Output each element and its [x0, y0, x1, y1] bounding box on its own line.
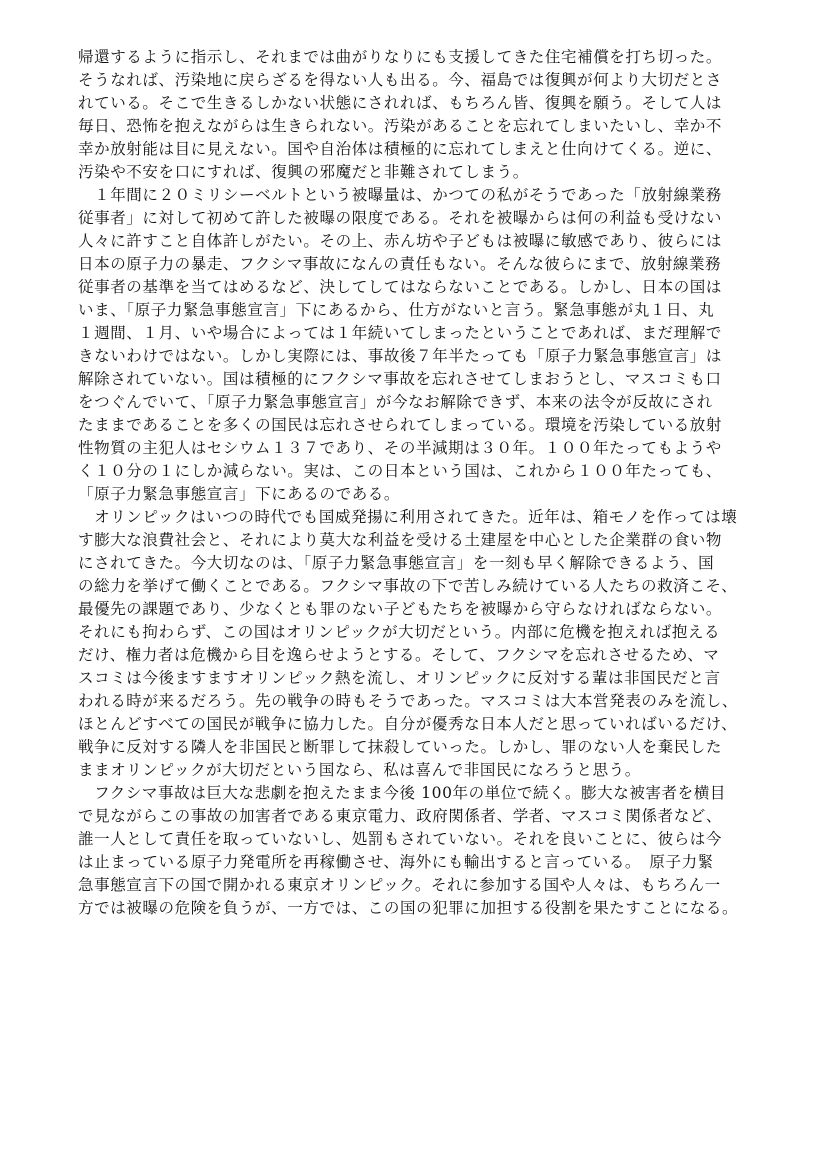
text-line: 従事者の基準を当てはめるなど、決してしてはならないことである。しかし、日本の国は — [78, 278, 723, 296]
text-line: で見ながらこの事故の加害者である東京電力、政府関係者、学者、マスコミ関係者など、 — [78, 807, 723, 825]
text-line: いま、「原子力緊急事態宣言」下にあるから、仕方がないと言う。緊急事態が丸１日、丸 — [78, 301, 715, 319]
text-line: は止まっている原子力発電所を再稼働させ、海外にも輸出すると言っている。 原子力緊 — [78, 853, 714, 871]
text-line: をつぐんでいて、「原子力緊急事態宣言」が今なお解除できず、本来の法令が反故にされ — [78, 393, 713, 411]
text-line: 従事者」に対して初めて許した被曝の限度である。それを被曝からは何の利益も受けない — [78, 209, 723, 227]
text-line: れている。そこで生きるしかない状態にされれば、もちろん皆、復興を願う。そして人は — [78, 94, 723, 112]
text-line: 最優先の課題であり、少なくとも罪のない子どもたちを被曝から守らなければならない。 — [78, 600, 723, 618]
text-line: 誰一人として責任を取っていないし、処罰もされていない。それを良いことに、彼らは今 — [78, 830, 723, 848]
text-line: それにも拘わらず、この国はオリンピックが大切だという。内部に危機を抱えれば抱える — [78, 623, 721, 641]
text-line: ままオリンピックが大切だという国なら、私は喜んで非国民になろうと思う。 — [78, 761, 641, 779]
text-line: オリンピックはいつの時代でも国威発揚に利用されてきた。近年は、箱モノを作っては壊 — [78, 508, 738, 526]
text-line: フクシマ事故は巨大な悲劇を抱えたまま今後 100年の単位で続く。膨大な被害者を横目 — [78, 784, 726, 802]
text-line: にされてきた。今大切なのは、「原子力緊急事態宣言」を一刻も早く解除できるよう、国 — [78, 554, 715, 572]
text-line: の総力を挙げて働くことである。フクシマ事故の下で苦しみ続けている人たちの救済こそ、 — [78, 577, 738, 595]
text-line: 人々に許すこと自体許しがたい。その上、赤ん坊や子どもは被曝に敏感であり、彼らには — [78, 232, 723, 250]
paragraph — [78, 184, 758, 506]
text-line: そうなれば、汚染地に戻らざるを得ない人も出る。今、福島では復興が何より大切だとさ — [78, 71, 723, 89]
text-line: 帰還するように指示し、それまでは曲がりなりにも支援してきた住宅補償を打ち切った。 — [78, 48, 723, 66]
text-line: 性物質の主犯人はセシウム１３７であり、その半減期は３０年。１００年たってもようや — [78, 439, 722, 457]
text-line: われる時が来るだろう。先の戦争の時もそうであった。マスコミは大本営発表のみを流し、 — [78, 692, 738, 710]
text-line: 急事態宣言下の国で開かれる東京オリンピック。それに参加する国や人々は、もちろん一 — [78, 876, 721, 894]
paragraph — [78, 782, 758, 920]
text-line: 解除されていない。国は積極的にフクシマ事故を忘れさせてしまおうとし、マスコミも口 — [78, 370, 722, 388]
text-line: 日本の原子力の暴走、フクシマ事故になんの責任もない。そんな彼らにまで、放射線業務 — [78, 255, 722, 273]
text-line: １週間、１月、いや場合によっては１年続いてしまったということであれば、まだ理解で — [78, 324, 723, 342]
text-line: 「原子力緊急事態宣言」下にあるのである。 — [78, 485, 401, 503]
paragraph — [78, 506, 758, 782]
text-line: １年間に２０ミリシーベルトという被曝量は、かつての私がそうであった「放射線業務 — [78, 186, 722, 204]
text-line: たままであることを多くの国民は忘れさせられてしまっている。環境を汚染している放射 — [78, 416, 723, 434]
text-line: きないわけではない。しかし実際には、事故後７年半たっても「原子力緊急事態宣言」は — [78, 347, 723, 365]
text-line: ほとんどすべての国民が戦争に協力した。自分が優秀な日本人だと思っていればいるだけ、 — [78, 715, 738, 733]
text-line: 戦争に反対する隣人を非国民と断罪して抹殺していった。しかし、罪のない人を棄民した — [78, 738, 723, 756]
text-line: スコミは今後ますますオリンピック熱を流し、オリンピックに反対する輩は非国民だと言 — [78, 669, 721, 687]
paragraph — [78, 46, 758, 184]
text-line: 方では被曝の危険を負うが、一方では、この国の犯罪に加担する役割を果たすことになる。 — [78, 899, 739, 917]
text-line: く１０分の１にしか減らない。実は、この日本という国は、これから１００年たっても、 — [78, 462, 723, 480]
document-body — [78, 46, 758, 920]
text-line: 汚染や不安を口にすれば、復興の邪魔だと非難されてしまう。 — [78, 163, 529, 181]
text-line: だけ、権力者は危機から目を逸らせようとする。そして、フクシマを忘れさせるため、マ — [78, 646, 720, 664]
text-line: 毎日、恐怖を抱えながらは生きられない。汚染があることを忘れてしまいたいし、幸か不 — [78, 117, 723, 135]
text-line: す膨大な浪費社会と、それにより莫大な利益を受ける土建屋を中心とした企業群の食い物 — [78, 531, 723, 549]
text-line: 幸か放射能は目に見えない。国や自治体は積極的に忘れてしまえと仕向けてくる。逆に、 — [78, 140, 723, 158]
